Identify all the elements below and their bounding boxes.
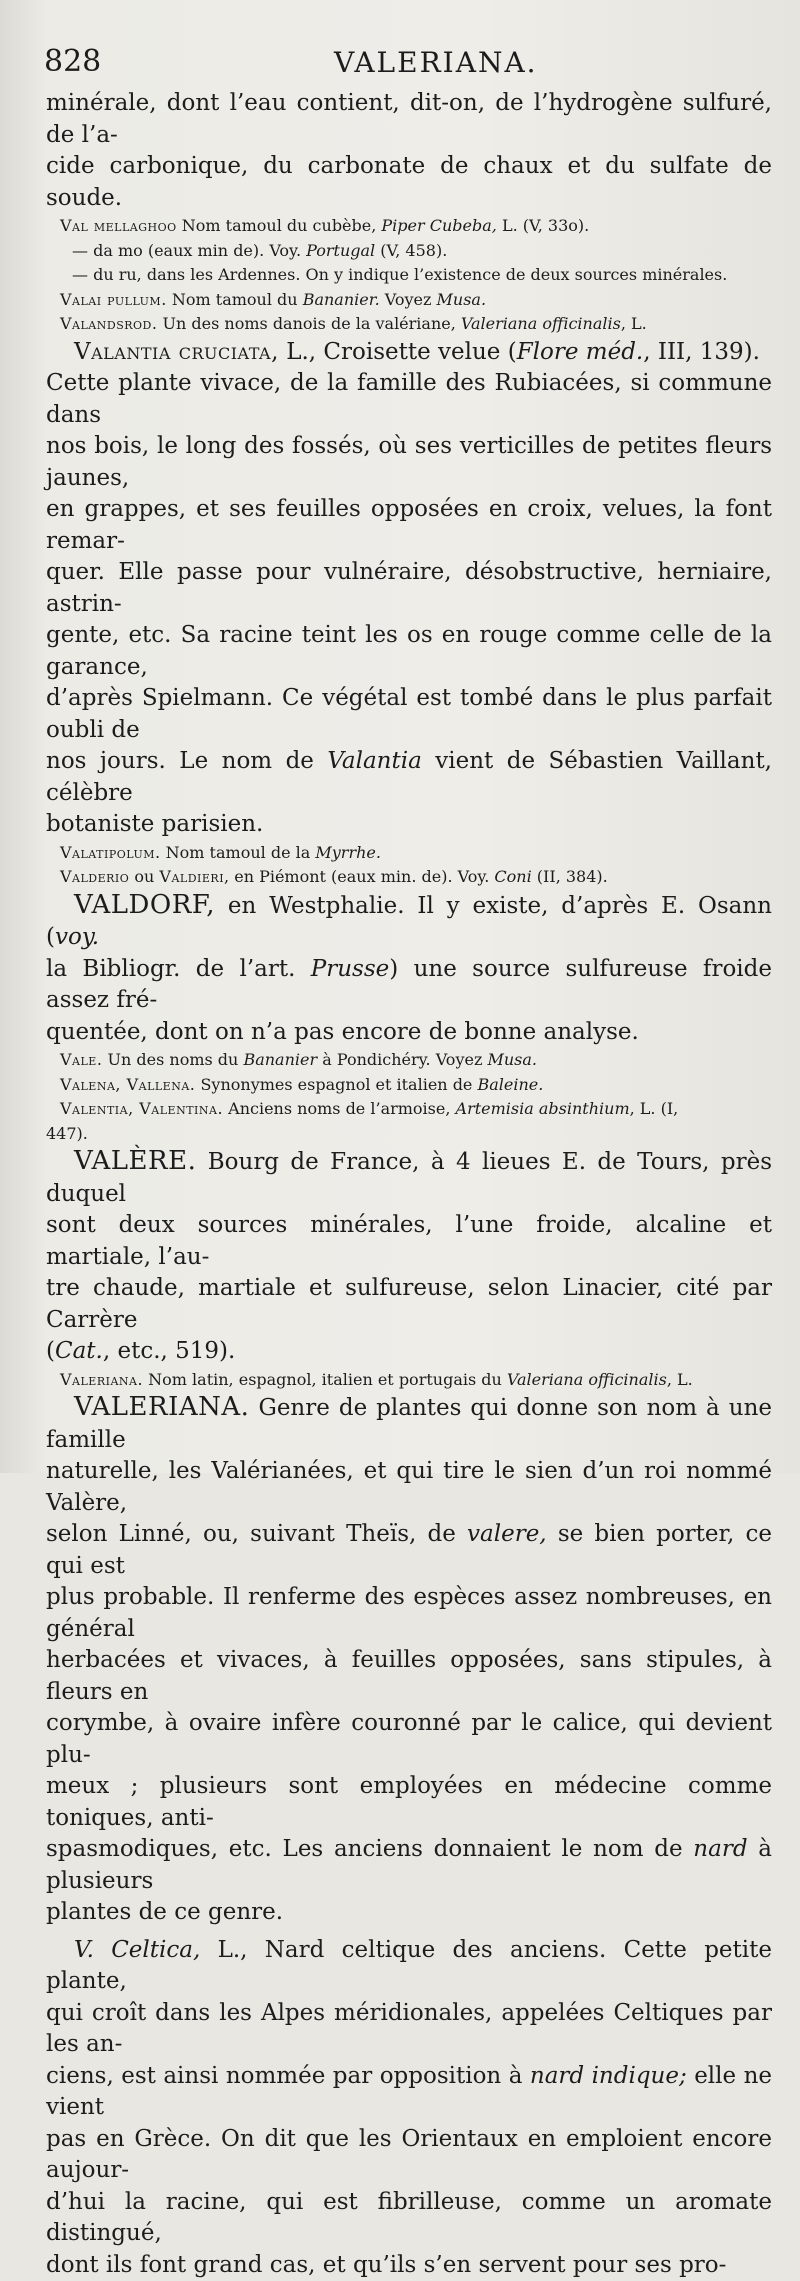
- text-fragment: naturelle, les Valérianées, et qui tire le sien d’un roi nommé Valère,: [46, 1456, 772, 1519]
- text-fragment: Valeriana officinalis: [507, 1370, 667, 1389]
- text-fragment: corymbe, à ovaire infère couronné par le calice, qui devient plu-: [46, 1708, 772, 1771]
- text-fragment: Piper Cubeba,: [381, 216, 496, 235]
- text-fragment: nard: [693, 1836, 747, 1862]
- entry-val-mellaghoo: [46, 214, 772, 239]
- page-number: 828: [44, 44, 101, 79]
- text-fragment: , en Piémont (eaux min. de). Voy.: [224, 867, 494, 886]
- text-fragment: Cat.: [55, 1338, 103, 1364]
- text-line: [60, 1097, 772, 1122]
- text-fragment: herbacées et vivaces, à feuilles opposées, sans stipules, à fleurs en: [46, 1645, 772, 1708]
- text-fragment: Cette plante vivace, de la famille des Rubiacées, si commune dans: [46, 368, 772, 431]
- text-line: [46, 337, 772, 369]
- text-fragment: se bien porter, ce qui est: [46, 1521, 772, 1579]
- text-fragment: Val mellaghoo: [60, 216, 177, 235]
- text-fragment: , III, 139).: [643, 339, 760, 365]
- text-fragment: 447).: [46, 1122, 772, 1147]
- text-fragment: Flore méd.: [517, 339, 644, 365]
- text-fragment: elle ne vient: [46, 2063, 772, 2121]
- text-fragment: Musa.: [487, 1050, 537, 1069]
- text-fragment: Valderio: [60, 867, 129, 886]
- text-fragment: Un des noms du: [102, 1050, 243, 1069]
- text-fragment: , L.: [667, 1370, 693, 1389]
- entry-valderio: [46, 865, 772, 890]
- text-fragment: Valandsrod.: [60, 314, 157, 333]
- text-fragment: Valeriana.: [60, 1370, 143, 1389]
- text-fragment: Un des noms danois de la valériane,: [157, 314, 460, 333]
- entry-valai-pullum: [46, 288, 772, 313]
- entry-vale: [46, 1048, 772, 1073]
- text-fragment: la Bibliogr. de l’art.: [46, 956, 311, 982]
- text-fragment: gente, etc. Sa racine teint les os en rouge comme celle de la garance,: [46, 620, 772, 683]
- page-header: [44, 44, 776, 84]
- entry-valatipolum: [46, 841, 772, 866]
- text-fragment: Nom tamoul du cubèbe,: [177, 216, 382, 235]
- text-fragment: Nom latin, espagnol, italien et portugais du: [143, 1370, 507, 1389]
- text-fragment: V. Celtica,: [74, 1937, 200, 1963]
- text-line: [46, 1336, 772, 1368]
- text-fragment: à Pondichéry. Voyez: [317, 1050, 487, 1069]
- entry-valeriana-celtica: [46, 1935, 772, 2281]
- text-fragment: d’après Spielmann. Ce végétal est tombé dans le plus parfait oubli de: [46, 683, 772, 746]
- text-fragment: Genre de plantes qui donne son nom à une famille: [46, 1395, 772, 1453]
- text-line: [46, 1935, 772, 1998]
- text-fragment: Nom tamoul de la: [161, 843, 316, 862]
- text-fragment: cide carbonique, du carbonate de chaux et du sulfate de soude.: [46, 151, 772, 214]
- text-fragment: en grappes, et ses feuilles opposées en croix, velues, la font remar-: [46, 494, 772, 557]
- text-fragment: qui croît dans les Alpes méridionales, appelées Celtiques par les an-: [46, 1998, 772, 2061]
- text-fragment: (V, 458).: [375, 241, 447, 260]
- entry-du-ru: [46, 263, 772, 288]
- text-fragment: (II, 384).: [532, 867, 608, 886]
- text-fragment: (: [46, 1338, 55, 1364]
- text-fragment: selon Linné, ou, suivant Theïs, de: [46, 1521, 467, 1547]
- text-fragment: L. (V, 33o).: [497, 216, 589, 235]
- entry-valentia: [46, 1097, 772, 1146]
- text-fragment: d’hui la racine, qui est fibrilleuse, comme un aromate distingué,: [46, 2187, 772, 2250]
- text-fragment: quentée, dont on n’a pas encore de bonne analyse.: [46, 1017, 772, 1049]
- text-fragment: , L. (I,: [630, 1099, 679, 1118]
- text-line: [46, 2061, 772, 2124]
- text-fragment: sont deux sources minérales, l’une froide, alcaline et martiale, l’au-: [46, 1210, 772, 1273]
- text-fragment: voy.: [55, 924, 99, 950]
- text-fragment: — du ru, dans les Ardennes. On y indique l’existence de deux sources minérales.: [72, 265, 727, 284]
- text-fragment: Valdieri: [159, 867, 224, 886]
- text-fragment: Valatipolum.: [60, 843, 161, 862]
- text-line: [46, 1834, 772, 1897]
- text-fragment: VALERIANA.: [74, 1392, 249, 1422]
- text-fragment: Bourg de France, à 4 lieues E. de Tours, près duquel: [46, 1149, 772, 1207]
- text-fragment: Bananier: [243, 1050, 317, 1069]
- entry-valandsrod: [46, 312, 772, 337]
- text-fragment: Baleine.: [477, 1075, 543, 1094]
- text-fragment: Artemisia absinthium: [456, 1099, 630, 1118]
- text-fragment: Valantia: [327, 748, 421, 774]
- text-fragment: valere,: [467, 1521, 547, 1547]
- text-fragment: quer. Elle passe pour vulnéraire, désobstructive, herniaire, astrin-: [46, 557, 772, 620]
- entry-valere: [46, 1146, 772, 1368]
- text-fragment: , etc., 519).: [103, 1338, 235, 1364]
- entry-valeriana-names: [46, 1368, 772, 1393]
- text-fragment: à plusieurs: [46, 1836, 772, 1894]
- text-fragment: vient de Sébastien Vaillant, célèbre: [46, 748, 772, 806]
- text-fragment: Voyez: [380, 290, 437, 309]
- text-fragment: , L.: [621, 314, 647, 333]
- text-fragment: Portugal: [306, 241, 375, 260]
- text-fragment: minérale, dont l’eau contient, dit-on, de l’hydrogène sulfuré, de l’a-: [46, 88, 772, 151]
- text-line: [46, 1519, 772, 1582]
- text-fragment: nos jours. Le nom de: [46, 748, 327, 774]
- text-fragment: pas en Grèce. On dit que les Orientaux en emploient encore aujour-: [46, 2124, 772, 2187]
- text-fragment: plantes de ce genre.: [46, 1897, 772, 1929]
- entry-valena: [46, 1073, 772, 1098]
- text-fragment: botaniste parisien.: [46, 809, 772, 841]
- text-fragment: Prusse: [311, 956, 390, 982]
- text-fragment: nos bois, le long des fossés, où ses verticilles de petites fleurs jaunes,: [46, 431, 772, 494]
- text-fragment: ciens, est ainsi nommée par opposition à: [46, 2063, 530, 2089]
- entry-valantia: [46, 337, 772, 841]
- text-fragment: L., Nard celtique des anciens. Cette petite plante,: [46, 1937, 772, 1995]
- text-fragment: VALÈRE.: [74, 1146, 196, 1176]
- text-fragment: Coni: [494, 867, 531, 886]
- text-fragment: en Westphalie. Il y existe, d’après E. Osann (: [46, 893, 772, 951]
- text-fragment: tre chaude, martiale et sulfureuse, selon Linacier, cité par Carrère: [46, 1273, 772, 1336]
- text-fragment: Myrrhe.: [315, 843, 381, 862]
- text-line: [46, 1146, 772, 1210]
- text-line: [46, 1392, 772, 1456]
- text-fragment: Synonymes espagnol et italien de: [195, 1075, 477, 1094]
- text-fragment: Nom tamoul du: [167, 290, 303, 309]
- text-fragment: Valena, Vallena.: [60, 1075, 195, 1094]
- text-fragment: Bananier.: [303, 290, 380, 309]
- text-fragment: dont ils font grand cas, et qu’ils s’en servent pour ses pro-: [46, 2250, 772, 2281]
- text-fragment: Valeriana officinalis: [461, 314, 621, 333]
- entry-da-mo: [46, 239, 772, 264]
- text-fragment: L., Croisette velue (: [279, 339, 517, 365]
- text-fragment: nard indique;: [530, 2063, 687, 2089]
- running-title: VALERIANA.: [334, 46, 538, 79]
- entry-valdorf: [46, 890, 772, 1049]
- text-fragment: Valentia, Valentina.: [60, 1099, 223, 1118]
- page-body: [46, 88, 772, 2281]
- text-line: [46, 890, 772, 954]
- text-fragment: spasmodiques, etc. Les anciens donnaient le nom de: [46, 1836, 693, 1862]
- text-fragment: ) une source sulfureuse froide assez fré-: [46, 956, 772, 1014]
- text-line: [46, 746, 772, 809]
- entry-continuation: [46, 88, 772, 214]
- text-fragment: meux ; plusieurs sont employées en médecine comme toniques, anti-: [46, 1771, 772, 1834]
- entry-valeriana: [46, 1392, 772, 1929]
- text-fragment: plus probable. Il renferme des espèces assez nombreuses, en général: [46, 1582, 772, 1645]
- text-fragment: Musa.: [437, 290, 487, 309]
- text-fragment: ou: [129, 867, 159, 886]
- text-fragment: — da mo (eaux min de). Voy.: [72, 241, 306, 260]
- text-line: [46, 954, 772, 1017]
- text-fragment: VALDORF,: [74, 890, 215, 920]
- text-fragment: Anciens noms de l’armoise,: [223, 1099, 455, 1118]
- text-fragment: Valantia cruciata,: [74, 339, 279, 365]
- text-fragment: Vale.: [60, 1050, 102, 1069]
- text-fragment: Valai pullum.: [60, 290, 167, 309]
